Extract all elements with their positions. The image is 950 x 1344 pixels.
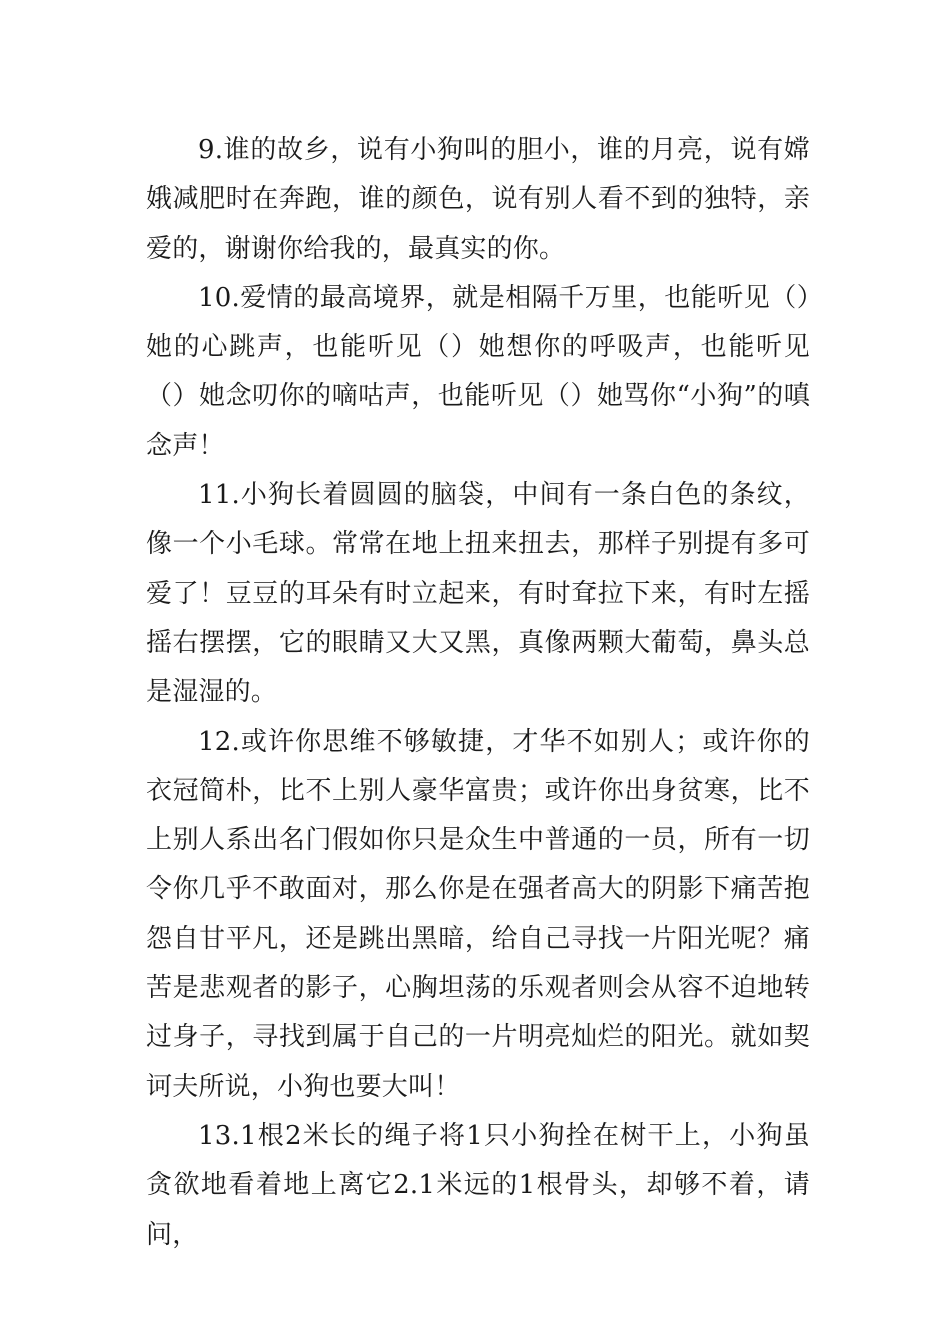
paragraph-10: 10.爱情的最高境界，就是相隔千万里，也能听见（）她的心跳声，也能听见（）她想你的呼吸声，也能听见（）她念叨你的嘀咕声，也能听见（）她骂你“小狗”的嗔念声！ [146,282,810,461]
paragraph-11: 11.小狗长着圆圆的脑袋，中间有一条白色的条纹，像一个小毛球。常常在地上扭来扭去，那样子别提有多可爱了！豆豆的耳朵有时立起来，有时耷拉下来，有时左摇摇右摆摆，它的眼睛又大又黑，真像两颗大葡萄，鼻头总是湿湿的。 [146,480,810,708]
document-body [146,126,810,1260]
paragraph-12: 12.或许你思维不够敏捷，才华不如别人；或许你的衣冠简朴，比不上别人豪华富贵；或许你出身贫寒，比不上别人系出名门假如你只是众生中普通的一员，所有一切令你几乎不敢面对，那么你是在强者高大的阴影下痛苦抱怨自甘平凡，还是跳出黑暗，给自己寻找一片阳光呢？痛苦是悲观者的影子，心胸坦荡的乐观者则会从容不迫地转过身子，寻找到属于自己的一片明亮灿烂的阳光。就如契诃夫所说，小狗也要大叫！ [146,726,810,1102]
paragraph-9: 9.谁的故乡，说有小狗叫的胆小，谁的月亮，说有嫦娥减肥时在奔跑，谁的颜色，说有别人看不到的独特，亲爱的，谢谢你给我的，最真实的你。 [146,135,810,264]
paragraph-13: 13.1根2米长的绳子将1只小狗拴在树干上，小狗虽贪欲地看着地上离它2.1米远的1根骨头，却够不着，请问， [146,1120,810,1250]
